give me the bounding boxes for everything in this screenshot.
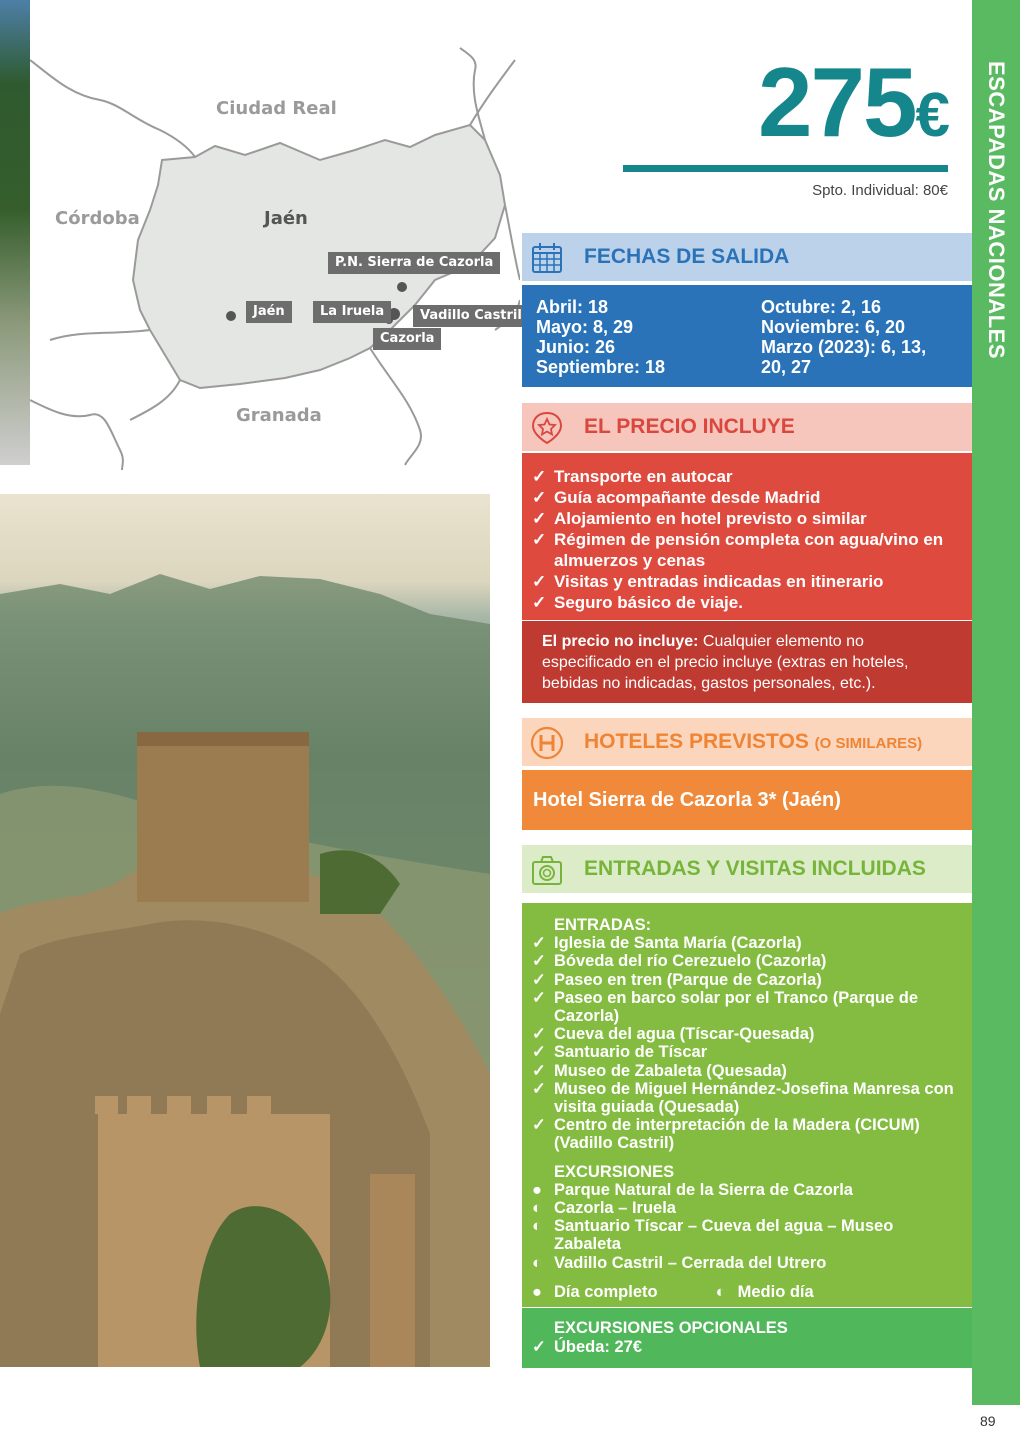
list-item: ✓ Úbeda: 27€ — [532, 1337, 643, 1356]
list-item: ✓ Seguro básico de viaje. — [532, 593, 743, 612]
section-side-title: ESCAPADAS NACIONALES — [984, 60, 1009, 360]
badge-star-icon — [530, 411, 564, 445]
check-icon: ✓ — [532, 572, 547, 591]
map-tag-jaen: Jaén — [246, 301, 292, 323]
date-line: Abril: 18 — [536, 297, 609, 317]
check-icon: ✓ — [532, 593, 547, 612]
dates-header — [522, 233, 972, 281]
map-region-ciudad-real: Ciudad Real — [216, 98, 337, 119]
check-icon: ✓ — [532, 488, 547, 507]
check-icon: ✓ — [532, 1043, 546, 1062]
check-icon: ✓ — [532, 1079, 546, 1098]
camera-icon — [530, 853, 564, 887]
visits-header — [522, 845, 972, 893]
half-day-icon: ◐ — [532, 1199, 542, 1218]
check-icon: ✓ — [532, 509, 547, 528]
includes-title: EL PRECIO INCLUYE — [584, 415, 795, 438]
map-tag-pn-sierra: P.N. Sierra de Cazorla — [328, 252, 500, 274]
half-day-icon: ◐ — [715, 1282, 726, 1301]
optional-heading: EXCURSIONES OPCIONALES — [554, 1319, 788, 1337]
full-day-icon: ● — [532, 1282, 542, 1301]
castle-photo — [0, 494, 490, 1367]
list-item: ✓ Alojamiento en hotel previsto o similar — [532, 509, 867, 528]
calendar-icon — [530, 241, 564, 275]
list-item: ✓ Paseo en barco solar por el Tranco (Parque de Cazorla) — [532, 988, 919, 1026]
check-icon: ✓ — [532, 952, 546, 971]
includes-header — [522, 403, 972, 451]
map-region-granada: Granada — [236, 405, 322, 426]
list-item: ✓ Transporte en autocar — [532, 467, 733, 486]
hotels-title: HOTELES PREVISTOS (O SIMILARES) — [584, 730, 923, 753]
half-day-icon: ◐ — [532, 1217, 542, 1236]
dates-right-column — [761, 297, 926, 377]
entradas-list — [532, 934, 962, 1152]
list-item: ✓ Museo de Miguel Hernández-Josefina Manresa con visita guiada (Quesada) — [532, 1079, 954, 1117]
date-line: Mayo: 8, 29 — [536, 317, 634, 337]
check-icon: ✓ — [532, 1337, 546, 1356]
list-item: ◐ Santuario Tíscar – Cueva del agua – Museo Zabaleta — [532, 1217, 894, 1254]
check-icon: ✓ — [532, 988, 546, 1007]
date-line: Marzo (2023): 6, 13, — [761, 337, 927, 357]
map-tag-la-iruela: La Iruela — [313, 301, 391, 323]
list-item: ◐ Cazorla – Iruela — [532, 1199, 676, 1218]
not-included-note — [522, 621, 972, 703]
list-item: ✓ Santuario de Tíscar — [532, 1043, 708, 1062]
check-icon: ✓ — [532, 970, 546, 989]
half-day-icon: ◐ — [532, 1253, 542, 1272]
excursiones-list — [532, 1181, 962, 1272]
excursiones-heading: EXCURSIONES — [554, 1162, 675, 1181]
map-outline — [30, 0, 520, 470]
date-line: Junio: 26 — [536, 337, 616, 357]
hotel-icon — [530, 726, 564, 760]
map-region-cordoba: Córdoba — [55, 208, 140, 229]
entradas-heading: ENTRADAS: — [554, 916, 652, 934]
visits-title: ENTRADAS Y VISITAS INCLUIDAS — [584, 857, 926, 880]
list-item: ✓ Cueva del agua (Tíscar-Quesada) — [532, 1025, 815, 1044]
dates-title: FECHAS DE SALIDA — [584, 245, 790, 268]
price-divider — [623, 165, 948, 172]
list-item: ◐ Vadillo Castril – Cerrada del Utrero — [532, 1253, 827, 1272]
legend-half-day: ◐ Medio día — [715, 1282, 814, 1301]
not-included-label: El precio no incluye: — [542, 633, 699, 650]
date-line: 20, 27 — [761, 357, 812, 377]
check-icon: ✓ — [532, 1061, 546, 1080]
left-photo-strip — [0, 0, 30, 465]
date-line: Septiembre: 18 — [536, 357, 666, 377]
list-item: ✓ Visitas y entradas indicadas en itinerario — [532, 572, 884, 591]
hotels-header — [522, 718, 972, 766]
dates-body — [522, 285, 972, 387]
map-tag-vadillo-castril: Vadillo Castril — [413, 305, 529, 327]
list-item: ✓ Guía acompañante desde Madrid — [532, 488, 821, 507]
list-item: ✓ Centro de interpretación de la Madera (CICUM) (Vadillo Castril) — [532, 1116, 920, 1153]
page-number: 89 — [980, 1413, 996, 1429]
list-item: ✓ Bóveda del río Cerezuelo (Cazorla) — [532, 952, 827, 971]
map-region-jaen: Jaén — [264, 208, 308, 229]
check-icon: ✓ — [532, 934, 546, 953]
full-day-icon: ● — [532, 1180, 542, 1199]
price-amount: 275€ — [758, 47, 948, 157]
optional-list — [532, 1338, 962, 1357]
region-map — [30, 0, 520, 470]
list-item: ✓ Iglesia de Santa María (Cazorla) — [532, 934, 802, 953]
list-item: ● Parque Natural de la Sierra de Cazorla — [532, 1180, 853, 1199]
date-line: Octubre: 2, 16 — [761, 297, 882, 317]
check-icon: ✓ — [532, 467, 547, 486]
includes-list — [532, 466, 962, 613]
hotel-name: Hotel Sierra de Cazorla 3* (Jaén) — [522, 770, 972, 830]
optional-excursions — [522, 1308, 972, 1368]
check-icon: ✓ — [532, 1116, 546, 1135]
visits-body — [522, 903, 972, 1307]
check-icon: ✓ — [532, 530, 547, 549]
single-supplement: Spto. Individual: 80€ — [812, 182, 948, 199]
list-item: ✓ Régimen de pensión completa con agua/vino en almuerzos y cenas — [532, 530, 944, 570]
list-item: ✓ Paseo en tren (Parque de Cazorla) — [532, 970, 822, 989]
not-included-text: Cualquier elemento no especificado en el precio incluye (extras en hoteles, bebidas no indicadas, gastos personales, etc.). — [542, 633, 909, 692]
check-icon: ✓ — [532, 1025, 546, 1044]
legend-full-day: ● Día completo — [532, 1282, 658, 1301]
includes-body — [522, 453, 972, 620]
excursion-legend — [532, 1283, 962, 1301]
dates-left-column — [536, 297, 665, 377]
date-line: Noviembre: 6, 20 — [761, 317, 906, 337]
list-item: ✓ Museo de Zabaleta (Quesada) — [532, 1061, 787, 1080]
price-currency: € — [915, 81, 948, 150]
map-tag-cazorla: Cazorla — [373, 328, 441, 350]
hotels-title-note: (O SIMILARES) — [814, 735, 923, 752]
